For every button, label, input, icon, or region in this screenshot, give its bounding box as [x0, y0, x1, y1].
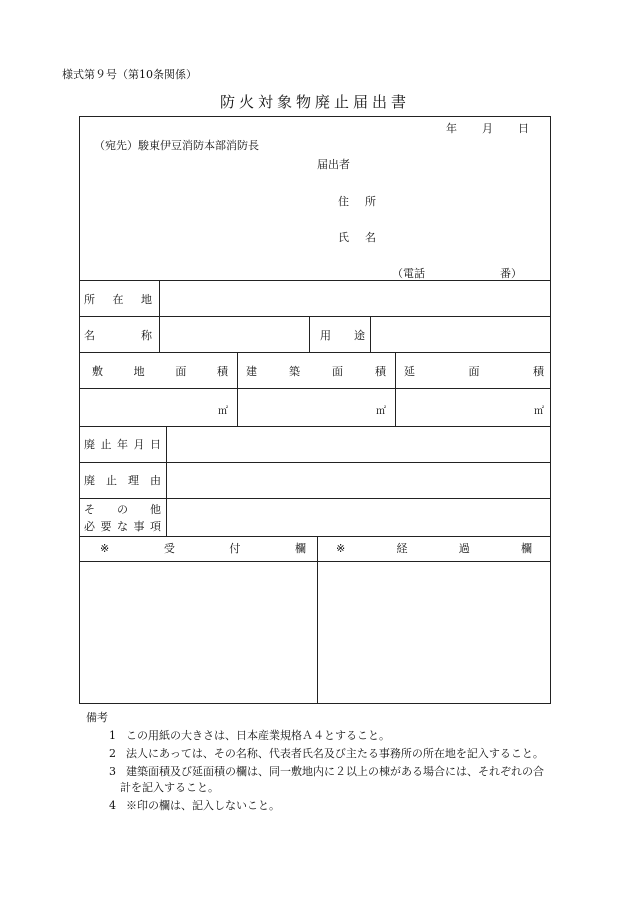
note-item: 1 この用紙の大きさは、日本産業規格Ａ４とすること。 [109, 729, 390, 742]
total-floor-area-label: 延 面 積 [404, 365, 544, 378]
note-item-continuation: 計を記入すること。 [120, 781, 219, 794]
form-frame [79, 116, 551, 704]
location-label: 所 在 地 [84, 293, 152, 306]
building-area-label: 建 築 面 積 [246, 365, 386, 378]
phone-suffix: 番） [500, 267, 522, 280]
reception-column-label: ※ 受 付 欄 [100, 542, 306, 555]
address-label: 住 所 [338, 195, 376, 208]
addressee: （宛先）駿東伊豆消防本部消防長 [94, 139, 259, 152]
note-item: 4 ※印の欄は、記入しないこと。 [109, 799, 280, 812]
progress-column-label: ※ 経 過 欄 [336, 542, 532, 555]
note-item: 2 法人にあっては、その名称、代表者氏名及び主たる事務所の所在地を記入すること。 [109, 747, 544, 760]
usage-label: 用 途 [320, 329, 365, 342]
date-day-label: 日 [518, 122, 529, 135]
site-area-label: 敷 地 面 積 [92, 365, 228, 378]
total-floor-area-unit: ㎡ [534, 406, 544, 417]
site-area-unit: ㎡ [218, 406, 228, 417]
abolition-date-label: 廃 止 年 月 日 [84, 438, 161, 451]
date-year-label: 年 [446, 122, 457, 135]
notes [86, 709, 544, 815]
other-matters-label-line2: 必 要 な 事 項 [84, 520, 161, 533]
building-area-unit: ㎡ [376, 406, 386, 417]
person-name-label: 氏 名 [338, 231, 376, 244]
notes-heading: 備考 [86, 711, 108, 724]
form-number: 様式第９号（第10条関係） [62, 68, 197, 81]
building-name-label: 名 称 [84, 329, 152, 342]
page-title: 防火対象物廃止届出書 [219, 93, 410, 111]
phone-label: （電話 [392, 267, 425, 280]
date-month-label: 月 [482, 122, 493, 135]
notifier-label: 届出者 [317, 158, 350, 171]
abolition-reason-label: 廃 止 理 由 [84, 474, 161, 487]
other-matters-label-line1: そ の 他 [84, 503, 161, 516]
note-item: 3 建築面積及び延面積の欄は、同一敷地内に２以上の棟がある場合には、それぞれの合 [109, 765, 544, 778]
